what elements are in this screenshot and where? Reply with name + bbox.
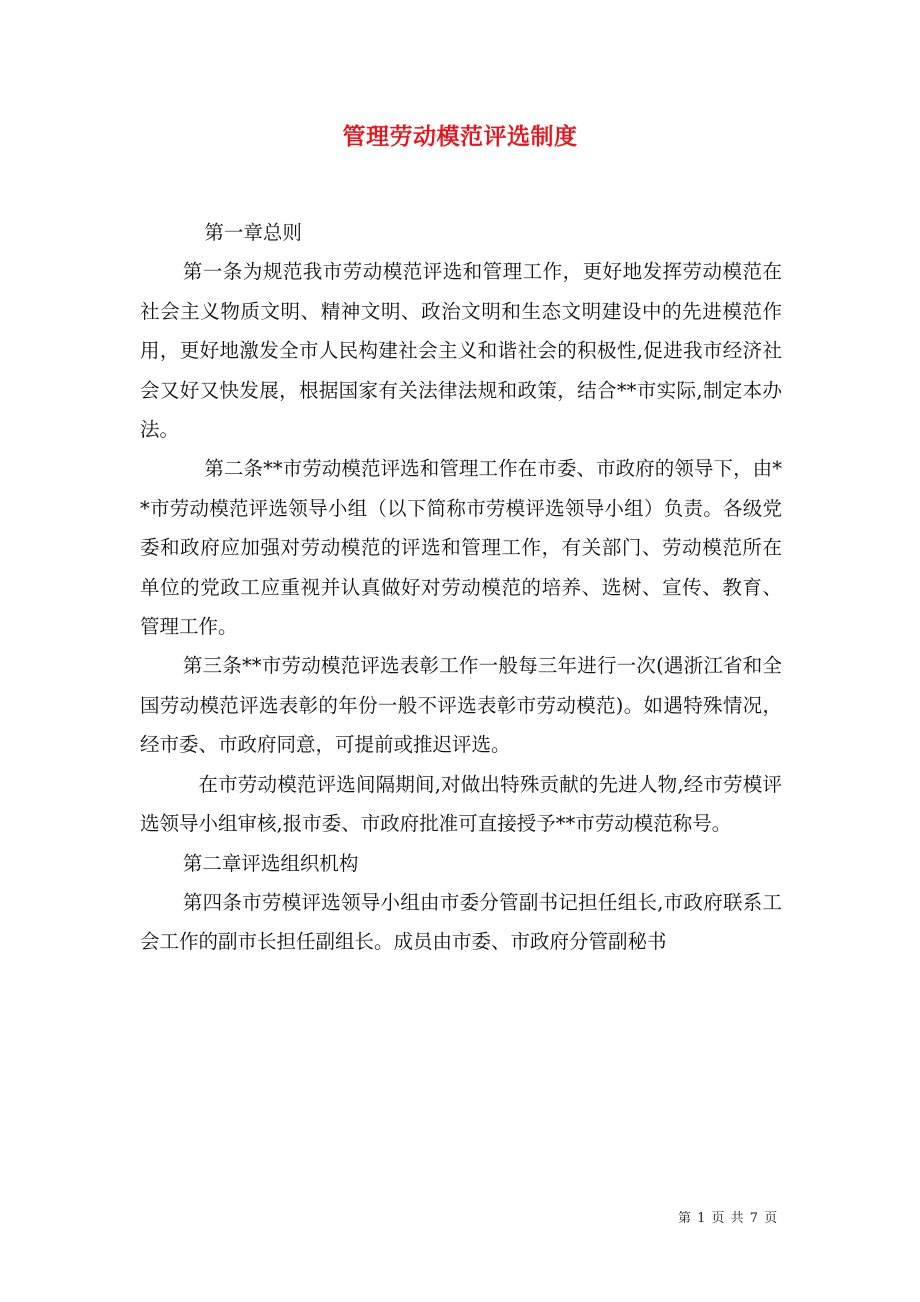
chapter-heading: 第二章评选组织机构 <box>182 851 359 875</box>
document-body <box>140 213 782 962</box>
page-number-footer: 第 1 页 共 7 页 <box>678 1211 779 1226</box>
chapter-heading: 第一章总则 <box>204 221 302 244</box>
article-paragraph: 第四条市劳模评选领导小组由市委分管副书记担任组长,市政府联系工会工作的副市长担任副组长。成员由市委、市政府分管副秘书 <box>140 890 782 954</box>
article-paragraph: 第一条为规范我市劳动模范评选和管理工作，更好地发挥劳动模范在社会主义物质文明、精神文明、政治文明和生态文明建设中的先进模范作用，更好地激发全市人民构建社会主义和谐社会的积极性,促进我市经济社会又好又快发展，根据国家有关法律法规和政策，结合**市实际,制定本办法。 <box>140 260 782 442</box>
article-paragraph: 在市劳动模范评选间隔期间,对做出特殊贡献的先进人物,经市劳模评选领导小组审核,报市委、市政府批准可直接授予**市劳动模范称号。 <box>140 772 782 836</box>
article-paragraph: 第二条**市劳动模范评选和管理工作在市委、市政府的领导下，由**市劳动模范评选领导小组（以下简称市劳模评选领导小组）负责。各级党委和政府应加强对劳动模范的评选和管理工作，有关部门、劳动模范所在单位的党政工应重视并认真做好对劳动模范的培养、选树、宣传、教育、管理工作。 <box>140 457 782 639</box>
article-paragraph: 第三条**市劳动模范评选表彰工作一般每三年进行一次(遇浙江省和全国劳动模范评选表彰的年份一般不评选表彰市劳动模范)。如遇特殊情况，经市委、市政府同意，可提前或推迟评选。 <box>140 654 782 757</box>
document-title: 管理劳动模范评选制度 <box>342 123 578 150</box>
